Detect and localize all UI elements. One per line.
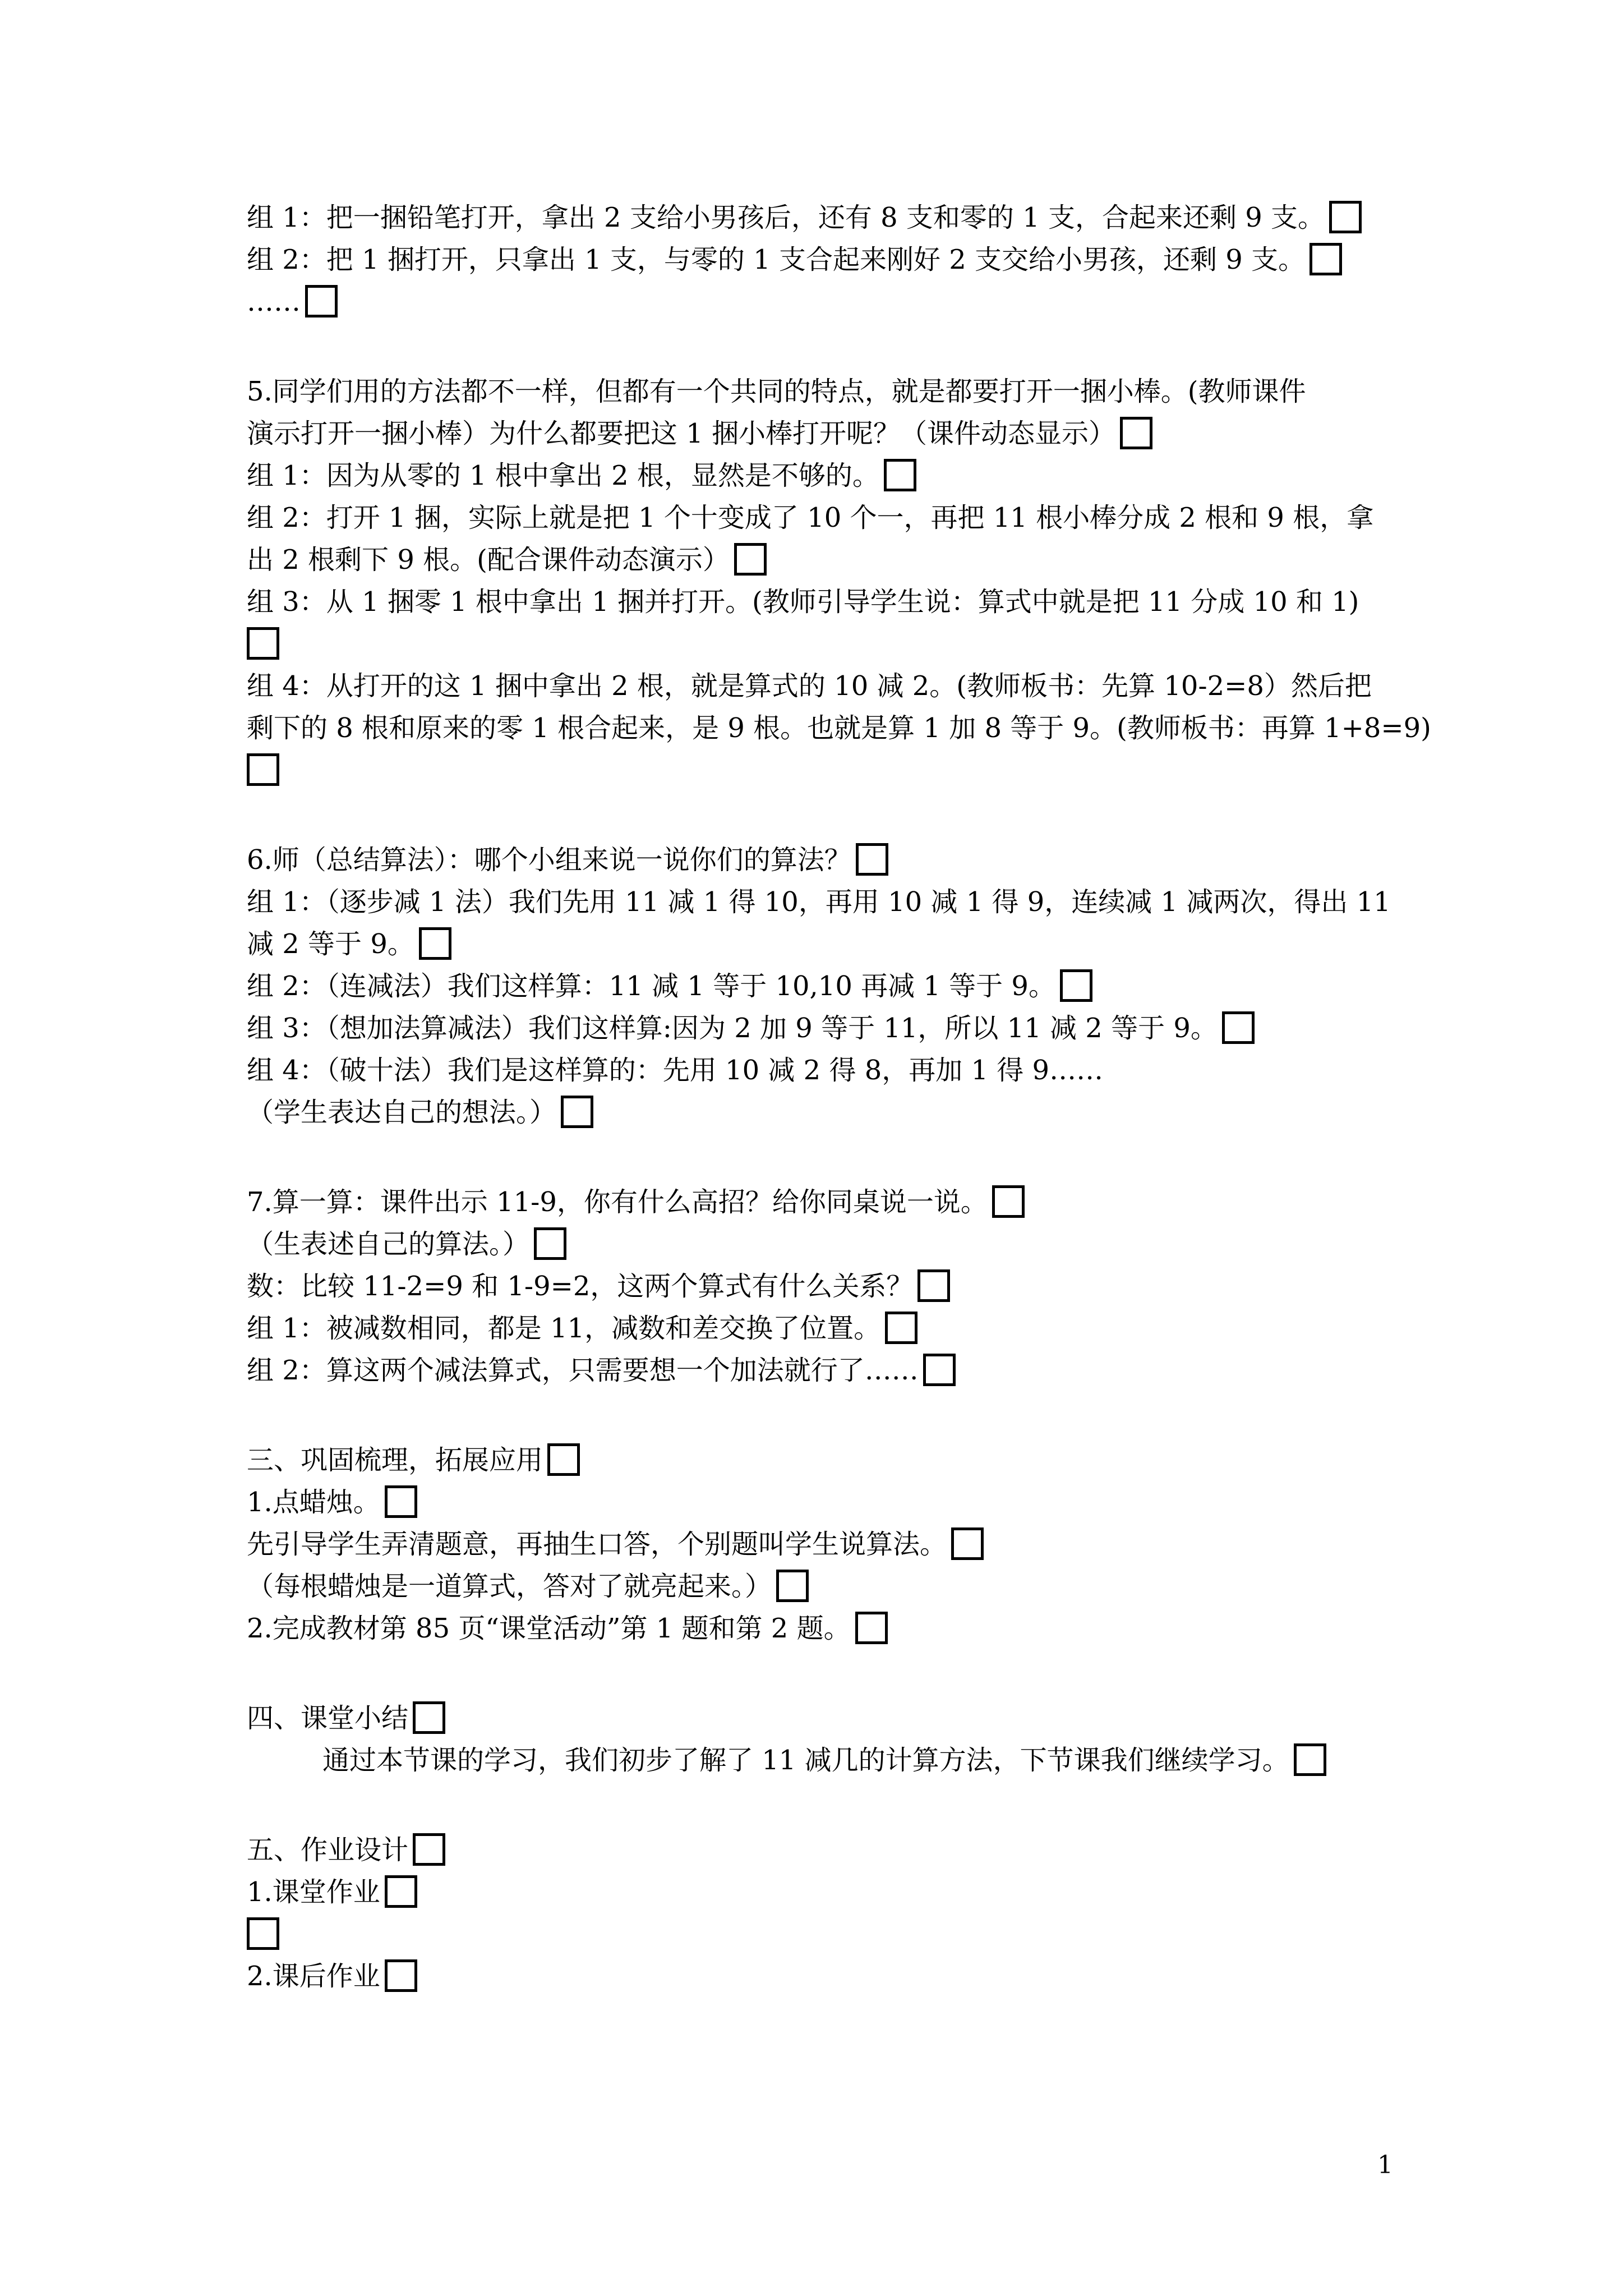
checkbox[interactable]: [419, 927, 451, 960]
text-line: 先引导学生弄清题意，再抽生口答，个别题叫学生说算法。: [247, 1526, 1415, 1563]
checkbox[interactable]: [1310, 243, 1342, 275]
text-line: 组 3：（想加法算减法）我们这样算:因为 2 加 9 等于 11，所以 11 减 2 等于 9。: [247, 1010, 1415, 1047]
checkbox[interactable]: [1120, 417, 1152, 449]
text-line: 组 1：（逐步减 1 法）我们先用 11 减 1 得 10，再用 10 减 1 得 9，连续减 1 减两次，得出 11: [247, 886, 1391, 918]
text-line: 组 4：从打开的这 1 捆中拿出 2 根，就是算式的 10 减 2。(教师板书：先算 10-2=8）然后把: [247, 670, 1372, 702]
text-line: （学生表达自己的想法。）: [247, 1094, 1415, 1131]
text-line: 减 2 等于 9。: [247, 926, 1415, 963]
checkbox[interactable]: [1329, 201, 1362, 233]
section-heading: 四、课堂小结: [247, 1700, 1415, 1737]
checkbox[interactable]: [855, 1612, 888, 1644]
text-line: 6.师（总结算法）：哪个小组来说一说你们的算法？: [247, 841, 1415, 878]
checkbox[interactable]: [884, 459, 916, 491]
checkbox[interactable]: [385, 1875, 417, 1908]
text-line: 通过本节课的学习，我们初步了解了 11 减几的计算方法，下节课我们继续学习。: [322, 1742, 1415, 1779]
checkbox[interactable]: [413, 1701, 445, 1734]
checkbox[interactable]: [247, 753, 279, 786]
checkbox[interactable]: [1294, 1743, 1326, 1776]
section-heading: 三、巩固梳理，拓展应用: [247, 1442, 1415, 1479]
checkbox[interactable]: [247, 1917, 279, 1950]
page-number: 1: [1377, 2151, 1393, 2179]
checkbox[interactable]: [385, 1959, 417, 1992]
checkbox[interactable]: [885, 1312, 917, 1344]
text-line: 组 2：（连减法）我们这样算：11 减 1 等于 10,10 再减 1 等于 9。: [247, 968, 1415, 1005]
checkbox[interactable]: [1060, 969, 1092, 1002]
checkbox[interactable]: [776, 1570, 809, 1602]
text-line: 2.完成教材第 85 页“课堂活动”第 1 题和第 2 题。: [247, 1610, 1415, 1647]
text-line: 5.同学们用的方法都不一样，但都有一个共同的特点，就是都要打开一捆小棒。(教师课件: [247, 376, 1306, 407]
text-line: （每根蜡烛是一道算式，答对了就亮起来。）: [247, 1568, 1415, 1605]
section-heading: 五、作业设计: [247, 1832, 1415, 1869]
checkbox[interactable]: [413, 1833, 445, 1866]
text-line: [247, 752, 1415, 789]
text-line: 组 3：从 1 捆零 1 根中拿出 1 捆并打开。(教师引导学生说：算式中就是把 11 分成 10 和 1): [247, 586, 1359, 618]
text-line: [247, 1916, 1415, 1953]
checkbox[interactable]: [385, 1485, 417, 1518]
checkbox[interactable]: [923, 1354, 956, 1386]
text-line: 出 2 根剩下 9 根。(配合课件动态演示）: [247, 541, 1415, 578]
checkbox[interactable]: [917, 1269, 950, 1302]
text-line: 演示打开一捆小棒）为什么都要把这 1 捆小棒打开呢？（课件动态显示）: [247, 415, 1415, 452]
checkbox[interactable]: [992, 1185, 1025, 1218]
checkbox[interactable]: [561, 1096, 593, 1128]
text-line: 组 1：因为从零的 1 根中拿出 2 根，显然是不够的。: [247, 457, 1415, 494]
text-line: 2.课后作业: [247, 1958, 1415, 1995]
checkbox[interactable]: [547, 1443, 580, 1476]
text-line: 组 4：（破十法）我们是这样算的：先用 10 减 2 得 8，再加 1 得 9……: [247, 1055, 1104, 1086]
text-line: 7.算一算：课件出示 11-9，你有什么高招？给你同桌说一说。: [247, 1184, 1415, 1221]
text-line: 组 2：算这两个减法算式，只需要想一个加法就行了……: [247, 1352, 1415, 1389]
checkbox[interactable]: [951, 1527, 984, 1560]
checkbox[interactable]: [305, 285, 338, 318]
text-line: 1.课堂作业: [247, 1874, 1415, 1911]
text-line: 数：比较 11-2=9 和 1-9=2，这两个算式有什么关系？: [247, 1268, 1415, 1305]
text-line: 组 1：被减数相同，都是 11，减数和差交换了位置。: [247, 1310, 1415, 1347]
checkbox[interactable]: [247, 627, 279, 660]
text-line: （生表述自己的算法。）: [247, 1226, 1415, 1263]
text-line: 组 2：打开 1 捆，实际上就是把 1 个十变成了 10 个一，再把 11 根小棒分成 2 根和 9 根，拿: [247, 502, 1374, 533]
text-line: 剩下的 8 根和原来的零 1 根合起来，是 9 根。也就是算 1 加 8 等于 9。(教师板书：再算 1+8=9): [247, 712, 1431, 744]
checkbox[interactable]: [534, 1227, 566, 1260]
checkbox[interactable]: [734, 543, 767, 576]
text-line: 1.点蜡烛。: [247, 1484, 1415, 1521]
text-line: 组 2：把 1 捆打开，只拿出 1 支，与零的 1 支合起来刚好 2 支交给小男孩，还剩 9 支。: [247, 241, 1415, 278]
checkbox[interactable]: [856, 843, 888, 876]
text-line: [247, 625, 1415, 662]
text-line: ……: [247, 283, 1415, 320]
text-line: 组 1：把一捆铅笔打开，拿出 2 支给小男孩后，还有 8 支和零的 1 支，合起来还剩 9 支。: [247, 199, 1415, 236]
checkbox[interactable]: [1222, 1011, 1255, 1044]
